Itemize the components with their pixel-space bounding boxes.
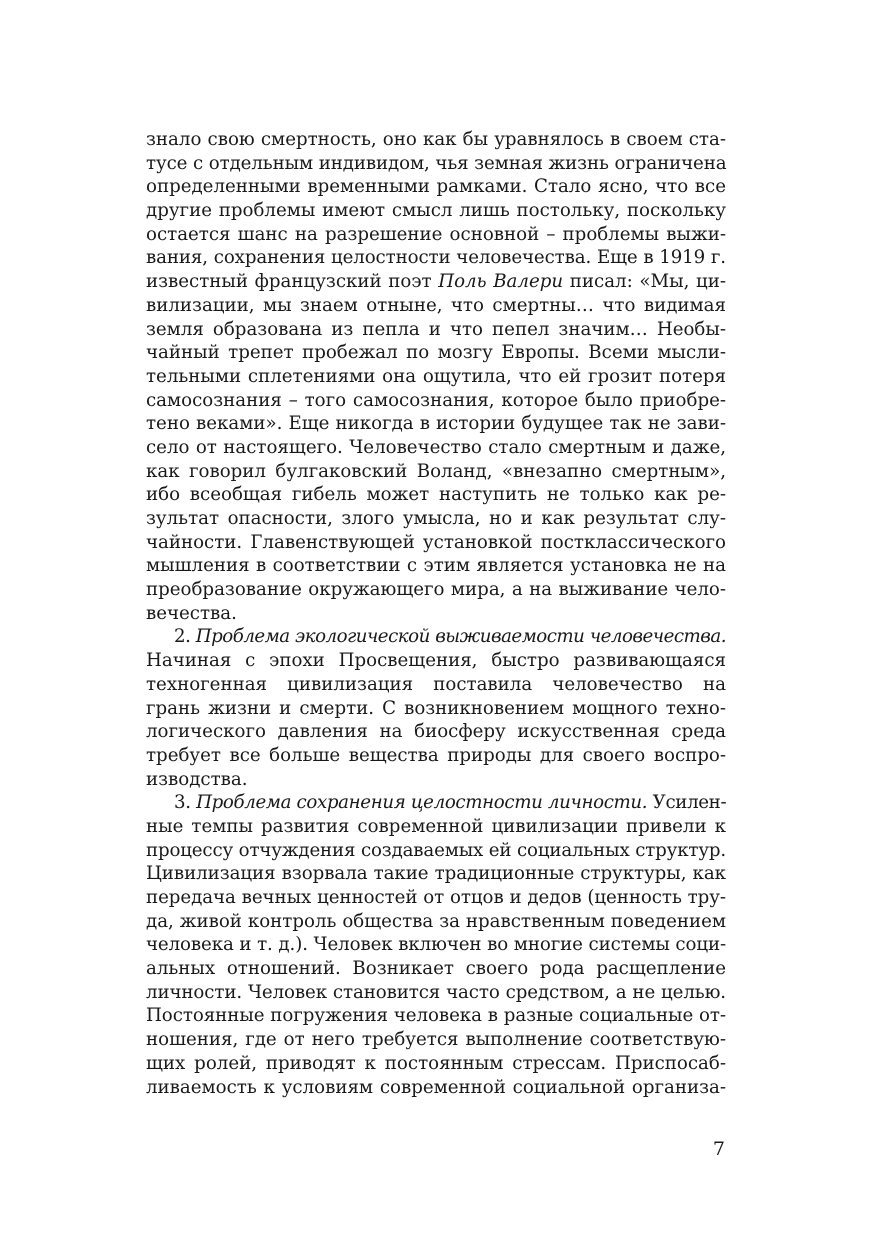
- text-line: земля образована из пепла и что пепел значим… Необы-: [146, 318, 726, 340]
- text-line: другие проблемы имеют смысл лишь постольку, поскольку: [146, 200, 726, 222]
- text-line: тельными сплетениями она ощутила, что ей грозит потеря: [146, 365, 726, 387]
- text-run: известный французский поэт: [146, 271, 439, 293]
- text-line: [146, 270, 726, 294]
- text-line: тено веками». Еще никогда в истории будущее так не зави-: [146, 413, 726, 435]
- section-heading-line: [146, 625, 726, 649]
- section-heading-line: [146, 791, 726, 815]
- page-number: 7: [712, 1138, 725, 1160]
- text-line: вания, сохранения целостности человечества. Еще в 1919 г.: [146, 247, 726, 269]
- section-heading-italic: Проблема экологической выживаемости человечества.: [195, 626, 726, 648]
- text-line: вечества.: [146, 602, 237, 624]
- text-line: логического давления на биосферу искусственная среда: [146, 721, 726, 743]
- body-text: [146, 128, 726, 1099]
- text-line: Начиная с эпохи Просвещения, быстро развивающаяся: [146, 650, 726, 672]
- text-line: грань жизни и смерти. С возникновением мощного техно-: [146, 697, 726, 719]
- text-line: вилизации, мы знаем отныне, что смертны… что видимая: [146, 294, 726, 316]
- text-line: чайности. Главенствующей установкой постклассического: [146, 531, 726, 553]
- text-line: остается шанс на разрешение основной – проблемы выжи-: [146, 223, 726, 245]
- text-line: знало свою смертность, оно как бы уравнялось в своем ста-: [146, 129, 726, 150]
- text-line: ношения, где от него требуется выполнение соответствую-: [146, 1029, 726, 1051]
- text-line: щих ролей, приводят к постоянным стрессам. Приспосаб-: [146, 1052, 726, 1074]
- text-line: чайный трепет пробежал по мозгу Европы. Всеми мысли-: [146, 342, 726, 364]
- text-line: село от настоящего. Человечество стало смертным и даже,: [146, 436, 726, 458]
- text-line: требует все больше вещества природы для своего воспро-: [146, 744, 726, 766]
- text-line: самосознания – того самосознания, которое было приобре-: [146, 389, 726, 411]
- text-line: передача вечных ценностей от отцов и дедов (ценность тру-: [146, 887, 726, 908]
- paragraph: [146, 128, 726, 625]
- text-line: ные темпы развития современной цивилизации привели к: [146, 815, 726, 837]
- paragraph: [146, 791, 726, 1099]
- text-line: да, живой контроль общества за нравственным поведением: [146, 910, 726, 932]
- text-line: человека и т. д.). Человек включен во многие системы соци-: [146, 934, 727, 956]
- list-number: 2.: [174, 626, 196, 648]
- text-run: писал: «Мы, ци-: [563, 271, 726, 293]
- text-line: изводства.: [146, 768, 248, 790]
- text-line: ливаемость к условиям современной социальной организа-: [146, 1076, 726, 1098]
- text-line: ибо всеобщая гибель может наступить не только как ре-: [146, 484, 726, 506]
- text-line: мышления в соответствии с этим является установка не на: [146, 555, 726, 577]
- list-number: 3.: [174, 792, 197, 814]
- text-line: зультат опасности, злого умысла, но и как результат слу-: [146, 508, 726, 529]
- text-line: техногенная цивилизация поставила человечество на: [146, 673, 726, 695]
- text-line: преобразование окружающего мира, а на выживание чело-: [146, 579, 726, 601]
- section-heading-italic: Проблема сохранения целостности личности.: [196, 792, 648, 814]
- text-line: Постоянные погружения человека в разные социальные от-: [146, 1005, 726, 1027]
- text-line: Цивилизация взорвала такие традиционные структуры, как: [146, 863, 726, 885]
- text-run: Усилен-: [647, 792, 727, 814]
- author-name-italic: Поль Валери: [438, 271, 564, 293]
- text-line: процессу отчуждения создаваемых ей социальных структур.: [146, 839, 727, 861]
- text-line: определенными временными рамками. Стало ясно, что все: [146, 176, 726, 198]
- paragraph: [146, 625, 726, 791]
- text-line: тусе с отдельным индивидом, чья земная жизнь ограничена: [146, 152, 727, 174]
- text-line: личности. Человек становится часто средством, а не целью.: [146, 981, 726, 1003]
- text-line: как говорил булгаковский Воланд, «внезапно смертным»,: [146, 460, 726, 482]
- text-line: альных отношений. Возникает своего рода расщепление: [146, 958, 726, 980]
